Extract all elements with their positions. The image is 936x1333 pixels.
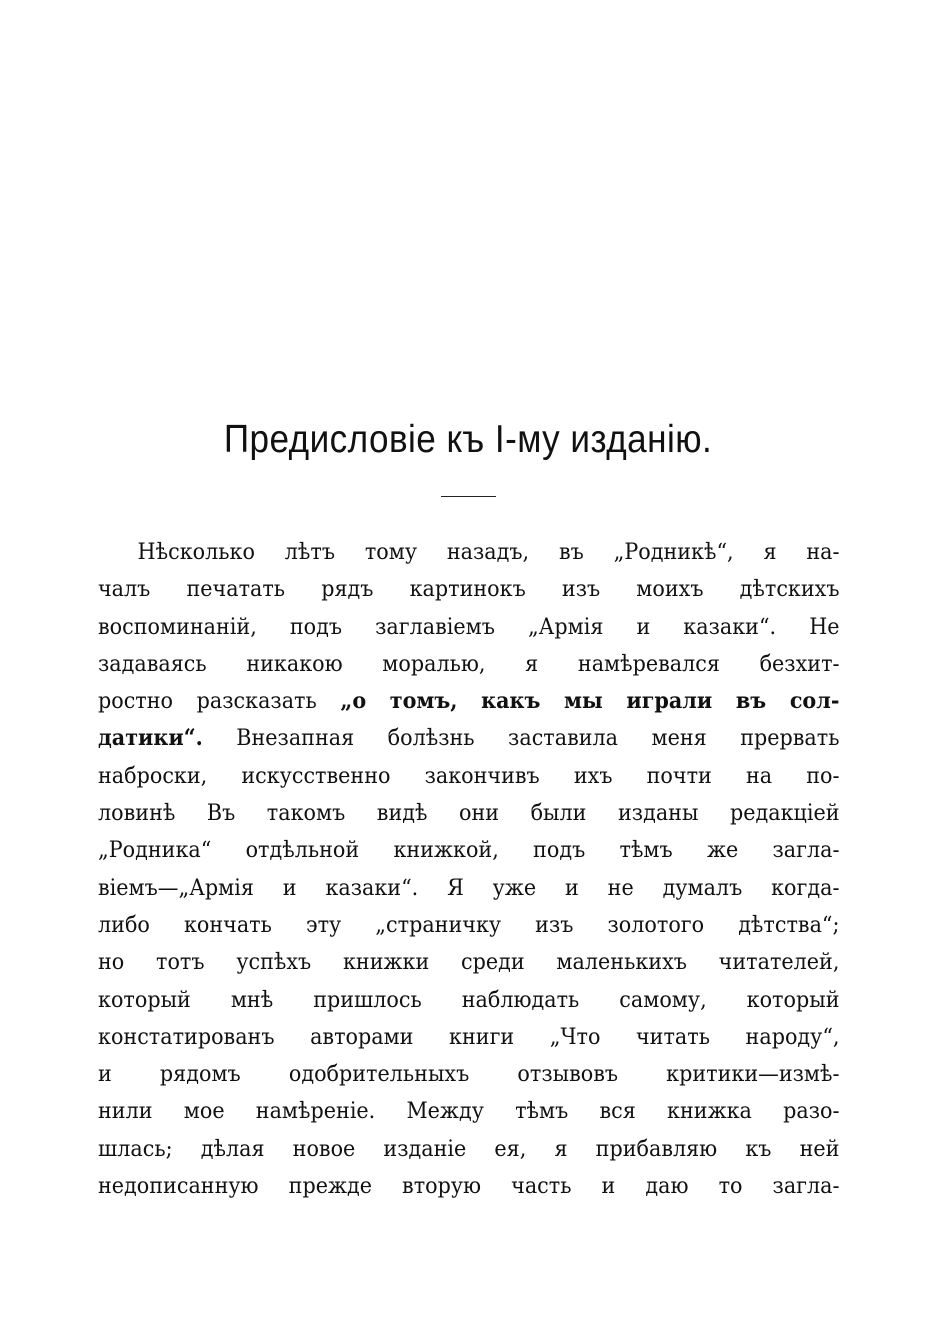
word: разо- — [783, 1098, 840, 1125]
word: который — [746, 986, 840, 1013]
word: уже — [492, 874, 537, 901]
word: думалъ — [662, 874, 743, 901]
word: печатать — [186, 576, 286, 603]
word: редакціей — [729, 800, 840, 827]
word: ея, — [494, 1135, 527, 1162]
word: датики“. — [98, 725, 203, 752]
word: ней — [799, 1135, 840, 1162]
word: прервать — [740, 725, 840, 752]
word: пришлось — [313, 986, 422, 1013]
word: мы — [563, 688, 603, 715]
text-line — [98, 1131, 840, 1168]
word: и — [282, 874, 297, 901]
word: играли — [626, 688, 713, 715]
word: „страничку — [375, 911, 502, 938]
heading-divider — [441, 496, 496, 497]
word: прежде — [288, 1173, 372, 1200]
word: рядъ — [321, 576, 374, 603]
word: наблюдать — [461, 986, 580, 1013]
word: не — [607, 874, 634, 901]
word: среди — [461, 949, 525, 976]
text-line — [98, 534, 840, 571]
word: народу“, — [745, 1023, 840, 1050]
word: изданіе — [383, 1135, 467, 1162]
text-line — [98, 609, 840, 646]
word: „Родника“ — [98, 837, 212, 864]
word: томъ, — [389, 688, 458, 715]
word: намѣреніе. — [255, 1098, 376, 1125]
word: я — [554, 1135, 568, 1162]
word: и — [98, 1061, 112, 1088]
word: самому, — [619, 986, 707, 1013]
word: воспоминаній, — [98, 613, 257, 640]
word: назадъ, — [446, 539, 530, 565]
word: казаки“. — [325, 874, 419, 901]
word: отдѣльной — [245, 837, 360, 864]
word: загла- — [772, 1173, 840, 1200]
word: шлась; — [98, 1135, 173, 1162]
word: закончивъ — [424, 762, 540, 789]
text-line — [98, 907, 840, 944]
word: вся — [599, 1098, 636, 1125]
word: ихъ — [573, 762, 613, 789]
word: дѣлая — [200, 1135, 265, 1162]
word: на — [745, 762, 773, 789]
word: дѣтства“; — [738, 911, 840, 938]
word: я — [763, 539, 777, 565]
word: картинокъ — [409, 576, 526, 603]
word: искусственно — [241, 762, 391, 789]
word: ростно — [98, 688, 174, 715]
word: моралью, — [382, 650, 486, 677]
word: Въ — [206, 800, 236, 827]
word: въ — [558, 539, 584, 565]
word: изъ — [561, 576, 601, 603]
text-line — [98, 720, 840, 757]
word: заглавіемъ — [375, 613, 495, 640]
text-line — [98, 646, 840, 683]
word: вторую — [402, 1173, 482, 1200]
word: авторами — [310, 1023, 414, 1050]
word: болѣзнь — [387, 725, 475, 752]
word: дѣтскихъ — [739, 576, 840, 603]
text-line — [98, 832, 840, 869]
text-line — [98, 571, 840, 608]
word: „о — [340, 688, 367, 715]
word: „Армія — [527, 613, 604, 640]
word: часть — [511, 1173, 572, 1200]
word: ловинѣ — [98, 800, 176, 827]
word: никакою — [246, 650, 343, 677]
word: то — [718, 1173, 743, 1200]
word: Нѣсколько — [137, 539, 255, 565]
word: віемъ—„Армія — [98, 874, 254, 901]
word: Между — [406, 1098, 484, 1125]
word: нили — [98, 1098, 153, 1125]
word: книжкой, — [393, 837, 499, 864]
word: же — [706, 837, 739, 864]
word: но — [98, 949, 125, 976]
word: и — [565, 874, 579, 901]
word: видѣ — [376, 800, 428, 827]
word: „Что — [549, 1023, 601, 1050]
text-line — [98, 944, 840, 981]
word: книжка — [667, 1098, 752, 1125]
word: заставила — [508, 725, 619, 752]
text-line — [98, 870, 840, 907]
word: они — [458, 800, 500, 827]
word: меня — [651, 725, 707, 752]
word: и — [601, 1173, 616, 1200]
word: Внезапная — [236, 725, 355, 752]
word: намѣревался — [577, 650, 720, 677]
word: на- — [806, 539, 840, 565]
word: моихъ — [636, 576, 704, 603]
word: кончать — [183, 911, 272, 938]
word: тѣмъ — [515, 1098, 569, 1125]
word: наброски, — [98, 762, 208, 789]
word: и — [636, 613, 651, 640]
preface-paragraph — [98, 534, 840, 1205]
word: когда- — [771, 874, 840, 901]
word: чалъ — [98, 576, 151, 603]
word: подъ — [533, 837, 586, 864]
word: по- — [806, 762, 840, 789]
word: читать — [635, 1023, 710, 1050]
word: успѣхъ — [236, 949, 312, 976]
word: книжки — [342, 949, 430, 976]
word: книги — [449, 1023, 515, 1050]
word: читателей, — [718, 949, 840, 976]
word: критики—измѣ- — [666, 1061, 840, 1088]
word: мнѣ — [230, 986, 274, 1013]
word: констатированъ — [98, 1023, 275, 1050]
word: тотъ — [156, 949, 205, 976]
word: загла- — [772, 837, 840, 864]
word: новое — [292, 1135, 356, 1162]
text-line — [98, 683, 840, 720]
word: изданы — [618, 800, 699, 827]
word: недописанную — [98, 1173, 259, 1200]
word: прибавляю — [595, 1135, 718, 1162]
text-line — [98, 795, 840, 832]
word: безхит- — [759, 650, 840, 677]
word: тому — [364, 539, 418, 565]
word: Не — [809, 613, 840, 640]
word: даю — [645, 1173, 689, 1200]
word: казаки“. — [683, 613, 777, 640]
word: сол- — [789, 688, 840, 715]
word: задаваясь — [98, 650, 207, 677]
text-line — [98, 1019, 840, 1056]
word: были — [530, 800, 587, 827]
word: какъ — [481, 688, 541, 715]
word: эту — [305, 911, 342, 938]
text-line — [98, 758, 840, 795]
word: отзывовъ — [517, 1061, 619, 1088]
word: Я — [447, 874, 464, 901]
word: такомъ — [266, 800, 346, 827]
word: „Родникѣ“, — [613, 539, 734, 565]
word: либо — [98, 911, 150, 938]
text-line — [98, 1056, 840, 1093]
word: который — [98, 986, 191, 1013]
word: одобрительныхъ — [288, 1061, 470, 1088]
page-heading: Предисловіе къ I-му изданію. — [223, 418, 713, 461]
word: золотого — [607, 911, 705, 938]
text-line — [98, 982, 840, 1019]
word: я — [525, 650, 539, 677]
word: рядомъ — [159, 1061, 241, 1088]
word: въ — [735, 688, 767, 715]
word: разсказать — [196, 688, 317, 715]
word: мое — [183, 1098, 225, 1125]
text-line — [98, 1168, 840, 1205]
word: къ — [745, 1135, 772, 1162]
word: подъ — [289, 613, 343, 640]
word: маленькихъ — [556, 949, 687, 976]
word: лѣтъ — [284, 539, 336, 565]
text-line — [98, 1093, 840, 1130]
word: почти — [646, 762, 712, 789]
word: изъ — [535, 911, 574, 938]
word: тѣмъ — [619, 837, 673, 864]
